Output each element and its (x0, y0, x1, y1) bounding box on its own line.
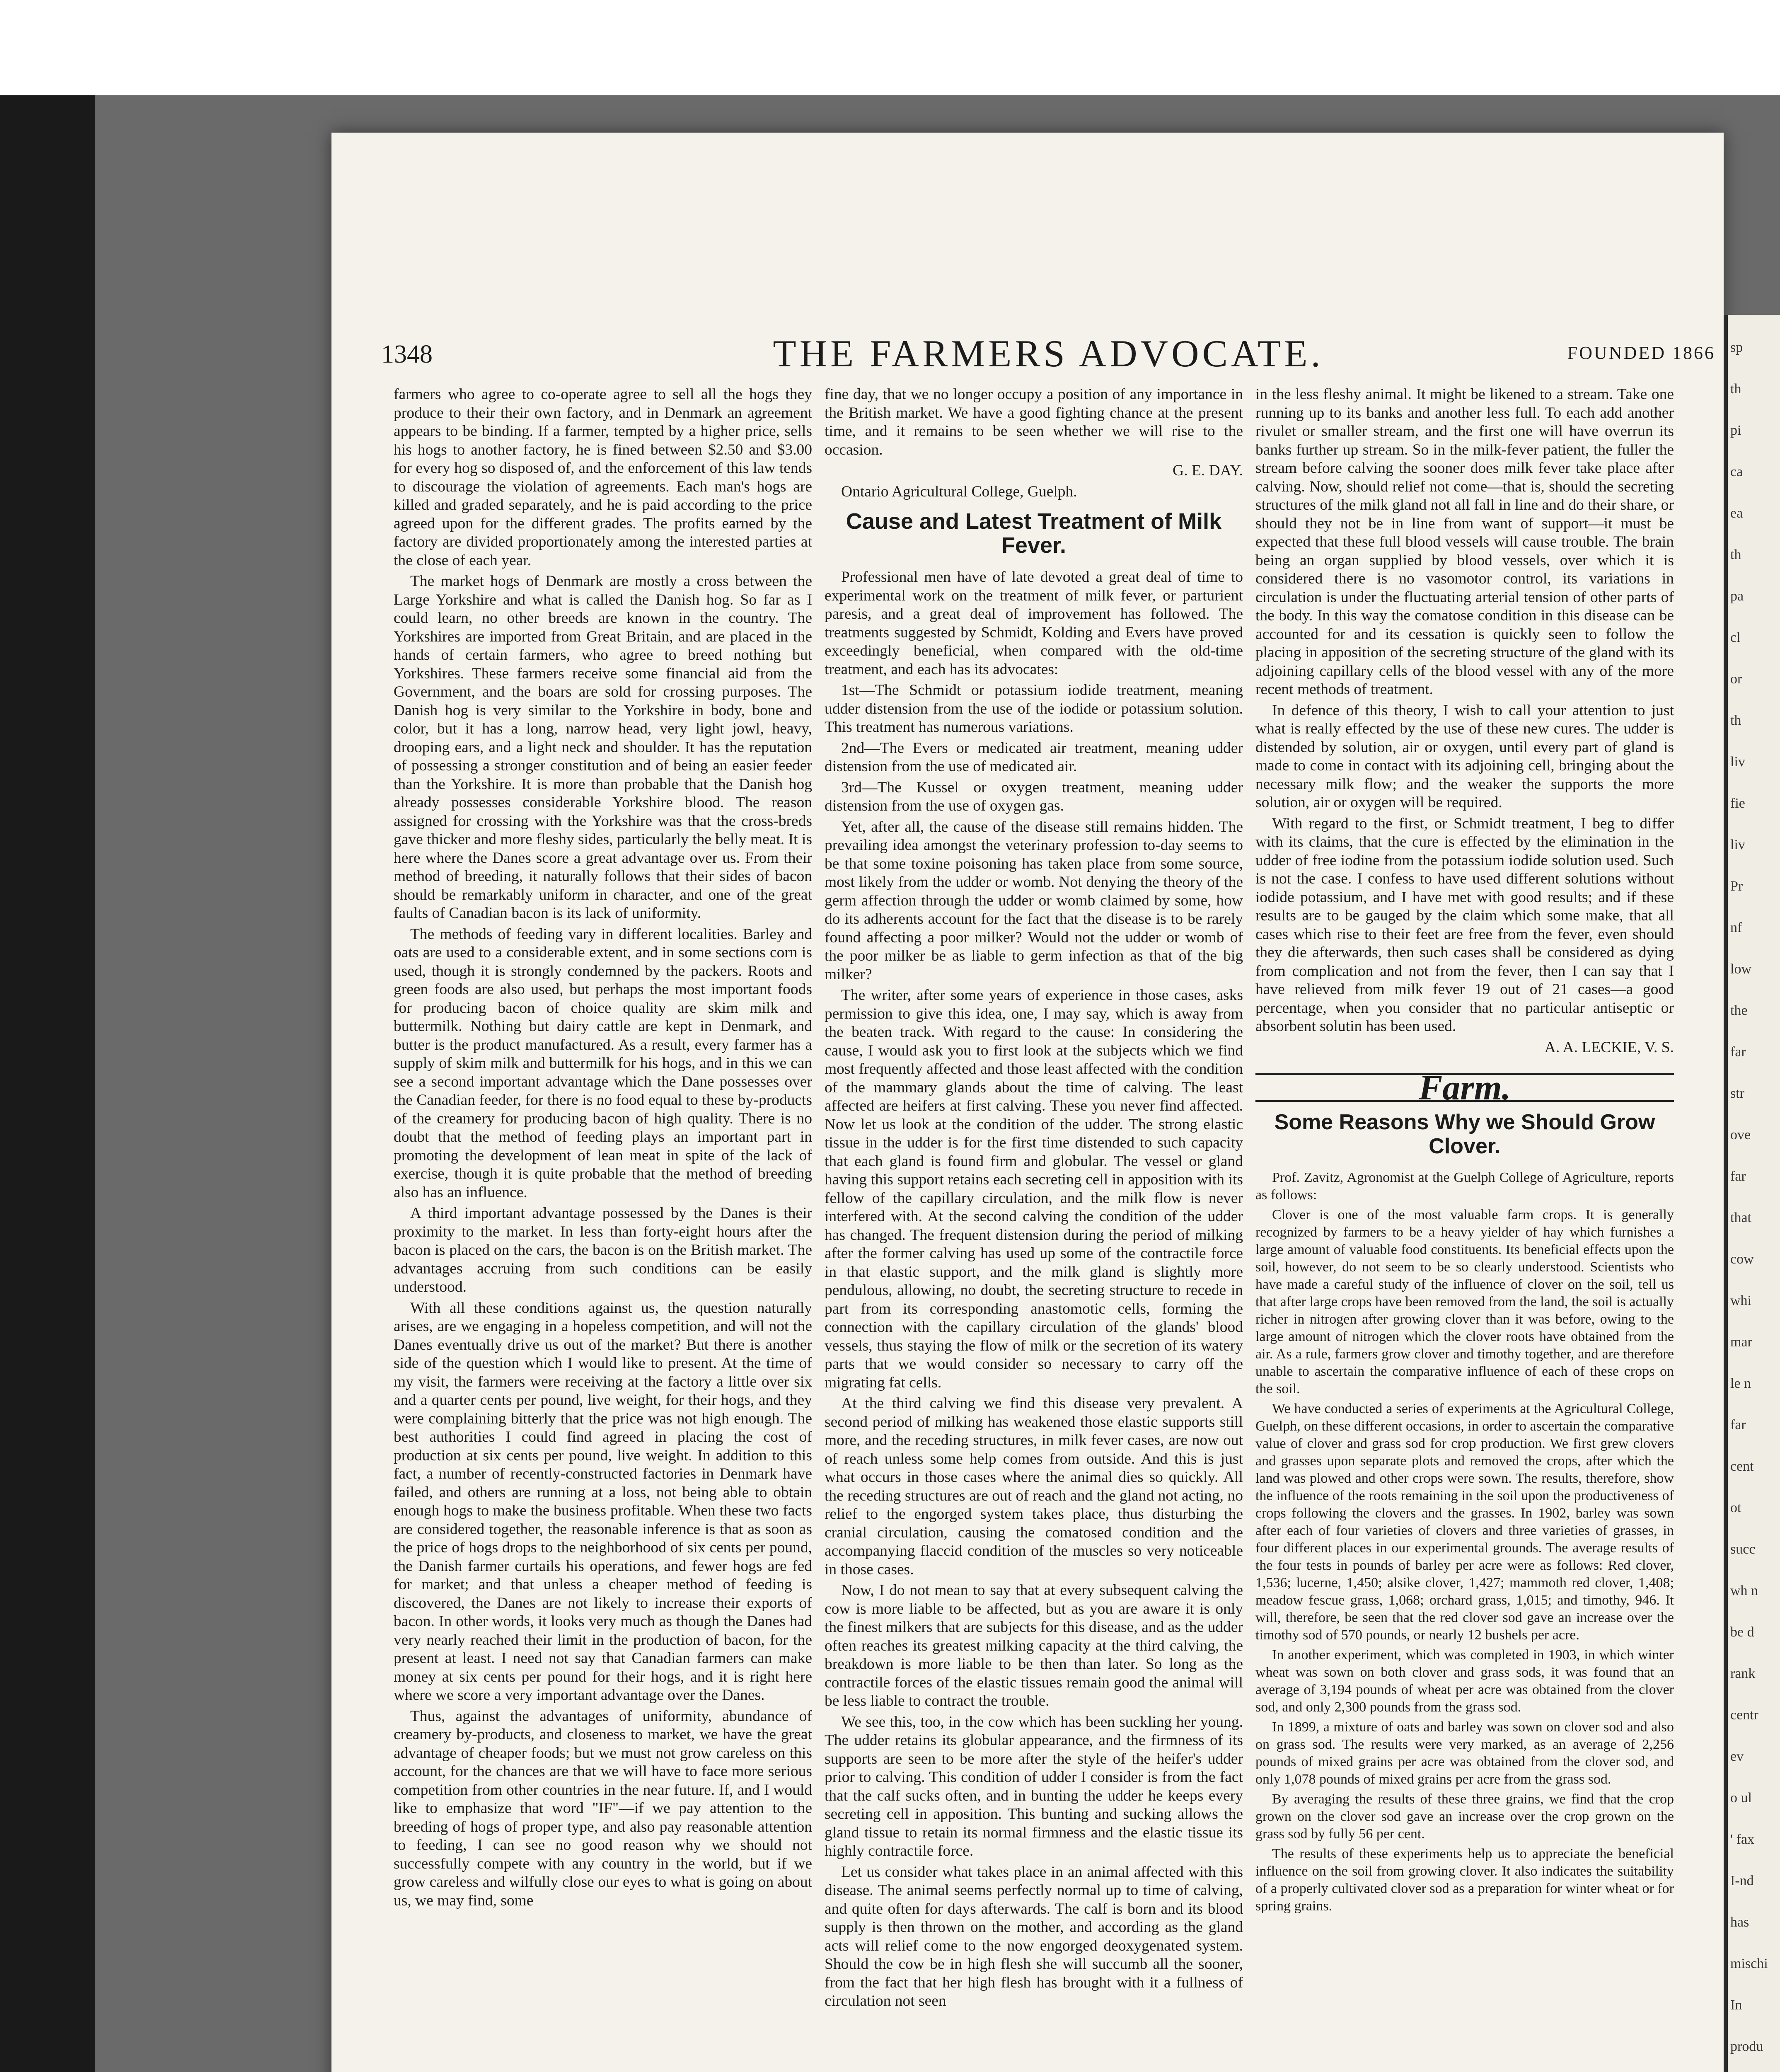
fragment-text: the (1730, 1003, 1748, 1018)
paragraph: 2nd—The Evers or medicated air treatment, meaning udder distension from the use of medicated air. (825, 739, 1243, 775)
fragment-text: o ul (1730, 1790, 1752, 1806)
column-1 (394, 385, 812, 2072)
paragraph: 3rd—The Kussel or oxygen treatment, meaning udder distension from the use of oxygen gas. (825, 779, 1243, 814)
masthead: THE FARMERS ADVOCATE. (773, 332, 1324, 375)
page-number: 1348 (381, 340, 433, 368)
fragment-text: that (1730, 1210, 1751, 1225)
paragraph: A third important advantage possessed by the Danes is their proximity to the market. In less than forty-eight hours after the bacon is placed on the cars, the bacon is on the British market. The advantages accruing from such conditions can be easily understood. (394, 1205, 812, 1295)
fragment-text: ea (1730, 506, 1743, 521)
fragment-text: produ (1730, 2039, 1763, 2054)
fragment-text: cent (1730, 1459, 1754, 1474)
page-header (381, 332, 1715, 377)
fragment-text: cl (1730, 630, 1741, 645)
paragraph: The writer, after some years of experience in those cases, asks permission to give this idea, one, I may say, which is away from the beaten track. With regard to the cause: In considering the cause, I would ask you to first look at the subjects which we find most frequently affected and those least affected with the condition of the mammary glands about the time of calving. The least affected are heifers at first calving. These you never find affected. Now let us look at the condition of the udder. The strong elastic tissue in the udder is for the first time distended to such capacity that each gland is found firm and globular. The vessel or gland having this support retains each secreting cell in apposition with its fellow of the capillary circulation, and the milk flow is never interfered with. At the second calving the condition of the udder has changed. The frequent distension during the period of milking after the former calving has used up some of the contractile force in that elastic support, and the milk gland is slightly more pendulous, allowing, no doubt, the secreting structure to recede in part from its corresponding anastomotic cells, forming the connection with the capillary circulation of the glands' blood vessels, thus staying the flow of milk or the secretion of its watery parts that we would consider so necessary to carry off the migrating fat cells. (825, 987, 1243, 1391)
author-signature: G. E. DAY. (1173, 462, 1243, 479)
fragment-text: th (1730, 547, 1741, 562)
fragment-text: far (1730, 1044, 1746, 1060)
fragment-text: fie (1730, 796, 1745, 811)
fragment-text: rank (1730, 1666, 1756, 1681)
paragraph: fine day, that we no longer occupy a position of any importance in the British market. We have a good fighting chance at the present time, and it remains to be seen whether we will rise to the occasion. (825, 386, 1243, 458)
fragment-text: whi (1730, 1293, 1751, 1308)
article-heading-clover: Some Reasons Why we Should Grow Clover. (1274, 1110, 1655, 1158)
paragraph: In 1899, a mixture of oats and barley was sown on clover sod and also on grass sod. The results were very marked, as an average of 2,256 pounds of mixed grains per acre was obtained from the clover sod, and only 1,078 pounds of mixed grains per acre from the grass sod. (1255, 1719, 1674, 1787)
paragraph: The results of these experiments help us to appreciate the beneficial influence on the soil from growing clover. It also indicates the suitability of a properly cultivated clover sod as a preparation for winter wheat or for spring grains. (1255, 1846, 1674, 1914)
paragraph: Now, I do not mean to say that at every subsequent calving the cow is more liable to be affected, but as you are aware it is only the finest milkers that are subjects for this disease, and as the udder often reaches its greatest milking capacity at the third calving, the breakdown is more liable to be then than later. So long as the contractile forces of the elastic tissues remain good the animal will be less liable to contract the trouble. (825, 1582, 1243, 1709)
paragraph: Yet, after all, the cause of the disease still remains hidden. The prevailing idea amongst the veterinary profession to-day seems to be that some toxine poisoning has taken place from some source, most likely from the udder or womb. Not denying the theory of the germ affection through the udder or womb claimed by some, how do its adherents account for the fact that the disease is to be rarely found affecting a poor milker? Would not the udder or womb of the poor milker be as liable to germ infection as that of the big milker? (825, 818, 1243, 983)
paragraph: The market hogs of Denmark are mostly a cross between the Large Yorkshire and what is called the Danish hog. So far as I could learn, no other breeds are known in the country. The Yorkshires are imported from Great Britain, and are placed in the hands of certain farmers, who agree to breed nothing but Yorkshires. These farmers receive some financial aid from the Government, and the boars are sold for crossing purposes. The Danish hog is very similar to the Yorkshire in body, bone and color, but it has a long, narrow head, very light jowl, heavy, drooping ears, and a light neck and shoulder. It has the reputation of possessing a stronger constitution and of being an easier feeder than the Yorkshire. It is more than probable that the Danish hog already possesses considerable Yorkshire blood. The reason assigned for crossing with the Yorkshire was that the cross-breds gave thicker and more fleshy sides, particularly the belly meat. It is here where the Danes score a great advantage over us. From their method of breeding, it naturally follows that their sides of bacon should be remarkably uniform in character, and one of the great faults of Canadian bacon is its lack of uniformity. (394, 573, 812, 922)
paragraph: The methods of feeding vary in different localities. Barley and oats are used to a considerable extent, and in some sections corn is used, though it is strongly condemned by the packers. Roots and green foods are also used, but perhaps the most important foods for producing bacon of choice quality are skim milk and buttermilk. Nothing but dairy cattle are kept in Denmark, and butter is the product manufactured. As a result, every farmer has a supply of skim milk and buttermilk for his hogs, and in this we can see a second important advantage which the Dane possesses over the Canadian feeder, for there is no food equal to these by-products of the creamery for producing bacon of high quality. There is no doubt that the method of feeding plays an important part in promoting the development of lean meat in spite of the lack of exercise, though it is quite probable that the method of breeding also has an influence. (394, 925, 812, 1201)
paragraph: Let us consider what takes place in an animal affected with this disease. The animal seems perfectly normal up to time of calving, and quite often for days afterwards. The calf is born and its blood supply is then thrown on the mother, and according as the gland acts will relief come to the now engorged deoxygenated system. Should the cow be in high flesh she will succumb all the sooner, from the fact that her high flesh has brought with it a fullness of circulation not seen (825, 1863, 1243, 2009)
page-gutter (1724, 315, 1728, 2072)
fragment-text: le n (1730, 1376, 1751, 1391)
fragment-text: sp (1730, 340, 1743, 355)
fragment-text: far (1730, 1169, 1746, 1184)
fragment-text: ca (1730, 464, 1743, 479)
author-signature: A. A. LECKIE, V. S. (1544, 1038, 1674, 1056)
fragment-text: I-nd (1730, 1873, 1754, 1888)
fragment-text: has (1730, 1915, 1749, 1930)
fragment-text: nf (1730, 920, 1742, 935)
article-heading-milk-fever: Cause and Latest Treatment of Milk Fever. (846, 509, 1222, 558)
paragraph: We see this, too, in the cow which has been suckling her young. The udder retains its globular appearance, and the firmness of its supports are seen to be more after the style of the heifer's udder prior to calving. This condition of udder I consider is from the fact that the calf sucks often, and in bunting the udder he keeps every secreting cell in apposition. This bunting and sucking allows the gland tissue to retain its normal firmness and the elastic tissue its highly contractile force. (825, 1713, 1243, 1859)
paragraph: Prof. Zavitz, Agronomist at the Guelph College of Agriculture, reports as follows: (1255, 1169, 1674, 1203)
fragment-text: or (1730, 671, 1742, 687)
fragment-text: ev (1730, 1749, 1744, 1764)
fragment-text: th (1730, 381, 1741, 397)
paragraph: In defence of this theory, I wish to call your attention to just what is really effected by the use of these new cures. The udder is distended by solution, air or oxygen, until every part of gland is made to come in contact with its adjoining cell, bringing about the necessary milk flow; and the weaker the supports the more solution, air or oxygen will be required. (1255, 702, 1674, 811)
paragraph: in the less fleshy animal. It might be likened to a stream. Take one running up to its banks and another less full. To each add another rivulet or smaller stream, and the first one will have overrun its banks further up stream. So in the milk-fever patient, the fuller the stream before calving the sooner does milk fever take place after calving. Now, should relief not come—that is, should the secreting structures of the milk gland not all fall in line and do their share, or should they not be in line from want of support—it must be expected that these full blood vessels will cause trouble. The brain being an organ supplied by blood vessels, over which it is considered there is no vasomotor control, its variations in circulation is under the fluctuating arterial tension of other parts of the body. In this way the comatose condition in this disease can be accounted for and its cessation is quickly seen to follow the placing in apposition of the secreting structure of the gland with its adjoining capillary cells of the blood vessel with any of the more recent methods of treatment. (1255, 386, 1674, 698)
fragment-text: succ (1730, 1542, 1756, 1557)
fragment-text: liv (1730, 754, 1745, 770)
paragraph: Clover is one of the most valuable farm crops. It is generally recognized by farmers to be a heavy yielder of hay which furnishes a large amount of valuable food constituents. Its beneficial effects upon the soil, however, do not seem to be so clearly understood. Scientists who have made a careful study of the influence of clover on the soil, tell us that after large crops have been removed from the land, the soil is actually richer in nitrogen after growing clover than it was before, owing to the large amount of nitrogen which the clover roots have obtained from the air. As a rule, farmers grow clover and timothy together, and are therefore unable to ascertain the comparative influence of each of these crops on the soil. (1255, 1207, 1674, 1397)
fragment-text: mar (1730, 1334, 1752, 1350)
paragraph: With regard to the first, or Schmidt treatment, I beg to differ with its claims, that the cure is effected by the elimination in the udder of free iodine from the potassium iodide solution used. Such is not the case. I confess to have used different solutions without iodide potassium, and I have met with good results; and if these results are to be gauged by the claim which some make, that all cases which rise to their feet are free from the fever, even should they die afterwards, then such cases shall be considered as dying from complication and not from the fever, then I can say that I have relieved from milk fever 19 out of 21 cases—a good percentage, when you consider that no particular antiseptic or absorbent solutin has been used. (1255, 815, 1674, 1035)
column-3 (1255, 385, 1674, 2072)
scan-border (0, 0, 1780, 95)
fragment-text: wh n (1730, 1583, 1758, 1598)
fragment-text: centr (1730, 1707, 1758, 1723)
paragraph: We have conducted a series of experiments at the Agricultural College, Guelph, on these different occasions, in order to ascertain the comparative value of clover and grass sod for crop production. We first grew clovers and grasses upon separate plots and removed the crops, after which the land was plowed and other crops were sown. The results, therefore, show the influence of the roots remaining in the soil upon the productiveness of crops following the clovers and the grasses. In 1902, barley was sown after each of four varieties of clovers and three varieties of grasses, in four different places in our experimental grounds. The average results of the four tests in pounds of barley per acre were as follows: Red clover, 1,536; lucerne, 1,450; alsike clover, 1,427; mammoth red clover, 1,408; meadow fescue grass, 1,068; orchard grass, 1,015; and timothy, 946. It will, therefore, be seen that the red clover sod gave an increase over the timothy sod of 570 pounds, or nearly 12 bushels per acre. (1255, 1401, 1674, 1643)
fragment-text: str (1730, 1086, 1744, 1101)
paragraph: In another experiment, which was completed in 1903, in which winter wheat was sown on both clover and grass sods, it was found that an average of 3,194 pounds of wheat per acre was obtained from the clover sod, and only 2,300 pounds from the grass sod. (1255, 1647, 1674, 1715)
section-banner-farm: Farm. (1255, 1073, 1674, 1102)
fragment-text: far (1730, 1417, 1746, 1433)
fragment-text: be d (1730, 1624, 1754, 1640)
fragment-text: In (1730, 1997, 1742, 2013)
founded-date: FOUNDED 1866 (1567, 343, 1715, 363)
paragraph: farmers who agree to co-operate agree to sell all the hogs they produce to their their own factory, and in Denmark an agreement appears to be binding. If a farmer, tempted by a higher price, sells his hogs to another factory, he is fined between $2.50 and $3.00 for every hog so disposed of, and the enforcement of this law tends to discourage the violation of agreements. Each man's hogs are killed and graded separately, and he is paid according to the price agreed upon for the different grades. The profits earned by the factory are divided proportionately among the interested parties at the close of each year. (394, 386, 812, 569)
adjacent-page-fragment (1728, 315, 1780, 2072)
fragment-text: Pr (1730, 879, 1743, 894)
fragment-text: liv (1730, 837, 1745, 852)
paragraph: Professional men have of late devoted a great deal of time to experimental work on the treatment of milk fever, or parturient paresis, and a great deal of improvement has followed. The treatments suggested by Schmidt, Kolding and Evers have proved exceedingly beneficial, when compared with the old-time treatment, and each has its advocates: (825, 569, 1243, 678)
fragment-text: low (1730, 961, 1751, 977)
fragment-text: ove (1730, 1127, 1751, 1143)
paragraph: By averaging the results of these three grains, we find that the crop grown on the clover sod gave an increase over the crop grown on the grass sod by fully 56 per cent. (1255, 1791, 1674, 1842)
paragraph: Thus, against the advantages of uniformity, abundance of creamery by-products, and closeness to market, we have the great advantage of cheaper foods; but we must not grow careless on this account, for the chances are that we will have to face more serious competition from other countries in the near future. If, and I would like to emphasize that word "IF"—if we pay attention to the breeding of hogs of proper type, and also pay reasonable attention to feeding, I can see no good reason why we should not successfully compete with any country in the world, but if we grow careless and wilfully close our eyes to what is going on about us, we may find, some (394, 1707, 812, 1909)
fragment-text: ot (1730, 1500, 1741, 1515)
author-institution: Ontario Agricultural College, Guelph. (841, 483, 1077, 500)
fragment-text: pi (1730, 423, 1741, 438)
fragment-text: ' fax (1730, 1832, 1755, 1847)
fragment-text: pa (1730, 588, 1744, 604)
newspaper-page (331, 133, 1724, 2072)
fragment-text: th (1730, 713, 1741, 728)
paragraph: With all these conditions against us, the question naturally arises, are we engaging in a hopeless competition, and will not the Danes eventually drive us out of the market? But there is another side of the question which I would like to present. At the time of my visit, the farmers were receiving at the factory a little over six and a quarter cents per pound, live weight, for their hogs, and they were complaining bitterly that the price was not high enough. The best authorities I could find agreed in placing the cost of production at six cents per pound, live weight. In addition to this fact, a number of recently-constructed factories in Denmark have failed, and others are running at a loss, not being able to obtain enough hogs to make the business profitable. When these two facts are considered together, the reasonable inference is that as soon as the price of hogs drops to the neighborhood of six cents per pound, the Danish farmer curtails his operations, and fewer hogs are fed for market; and that unless a cheaper method of feeding is discovered, the Danes are not likely to increase their exports of bacon. In other words, it looks very much as though the Danes had very nearly reached their limit in the production of bacon, for the present at least. I need not say that Canadian farmers can make money at six cents per pound for their hogs, and it is right here where we score a very important advantage over the Danes. (394, 1299, 812, 1704)
fragment-text: cow (1730, 1251, 1754, 1267)
paragraph: 1st—The Schmidt or potassium iodide treatment, meaning udder distension from the use of the iodide or potassium solution. This treatment has numerous variations. (825, 682, 1243, 736)
paragraph: At the third calving we find this disease very prevalent. A second period of milking has weakened those elastic supports still more, and the receding structures, in milk fever cases, are now out of reach unless some help comes from outside. And this is just what occurs in those cases where the animal dies so quickly. All the receding structures are out of reach and the gland not acting, no relief to the engorged system takes place, thus disturbing the cranial circulation, causing the comatosed condition and the accompanying flaccid condition of the muscles so very noticeable in those cases. (825, 1395, 1243, 1578)
column-2 (825, 385, 1243, 2072)
fragment-text: mischi (1730, 1956, 1768, 1971)
